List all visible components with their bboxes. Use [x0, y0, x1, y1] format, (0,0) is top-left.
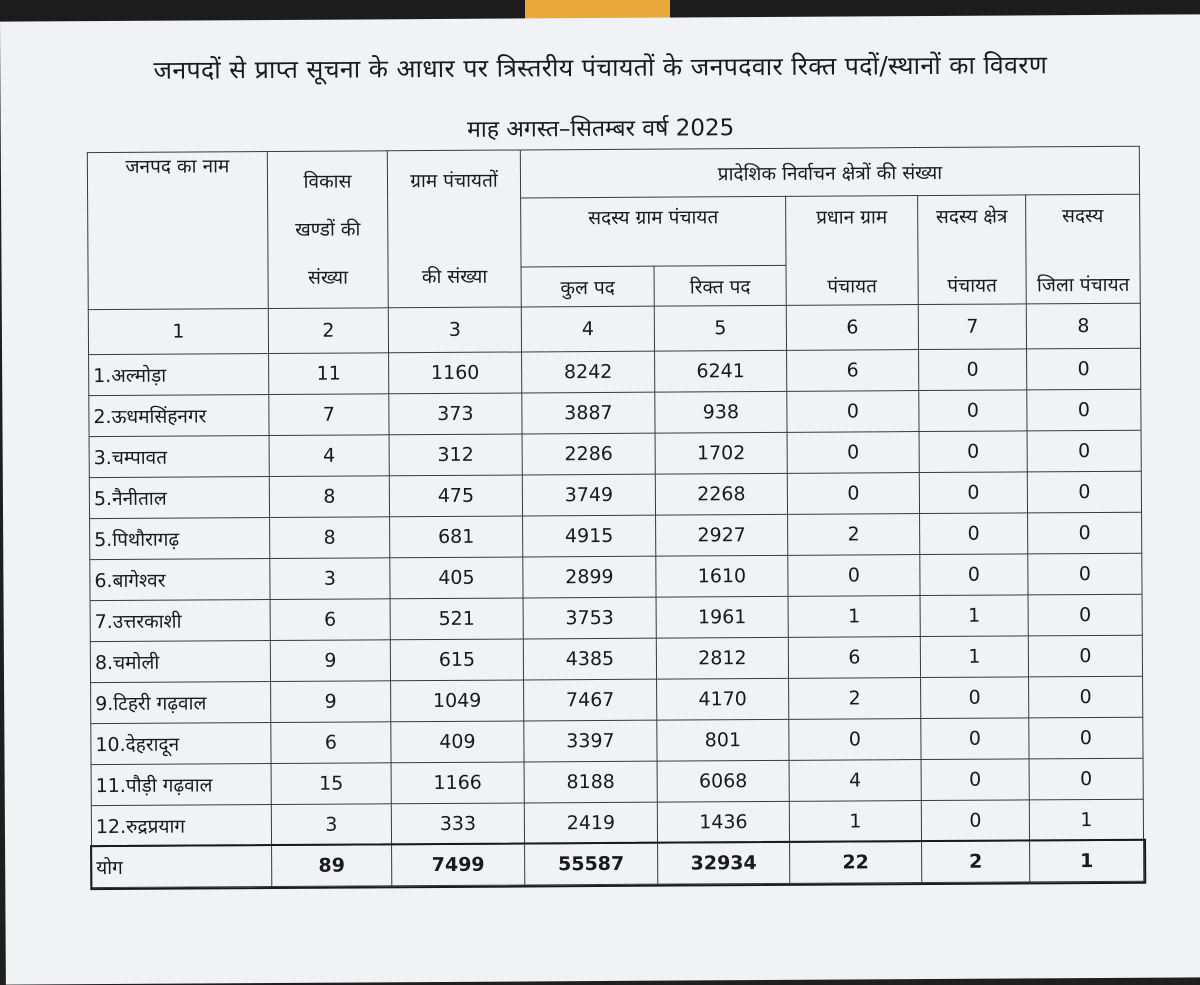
blocks-count: 8: [270, 517, 390, 559]
gram-panchayat-count: 333: [391, 803, 524, 845]
header-kshetra: [918, 195, 1027, 305]
pradhan-vacancies: 6: [787, 350, 919, 392]
column-number: 5: [654, 305, 786, 351]
table-row: [91, 758, 1143, 805]
total-zila: 1: [1030, 840, 1144, 882]
column-number: 8: [1026, 303, 1140, 349]
pradhan-vacancies: 2: [788, 514, 920, 556]
header-pradhan-line-1: प्रधान ग्राम: [816, 206, 888, 229]
pradhan-vacancies: 2: [789, 678, 921, 720]
zila-vacancies: 0: [1028, 512, 1142, 554]
header-zila-line-2: जिला पंचायत: [1036, 273, 1130, 297]
table-row: [89, 389, 1141, 436]
blocks-count: 6: [271, 722, 391, 764]
total-posts: 3753: [523, 597, 656, 639]
gram-panchayat-count: 521: [390, 598, 523, 640]
zila-vacancies: 0: [1029, 676, 1143, 718]
zila-vacancies: 0: [1028, 635, 1142, 677]
gram-panchayat-count: 405: [390, 557, 523, 599]
district-name: 10.देहरादून: [91, 723, 271, 765]
zila-vacancies: 0: [1027, 389, 1141, 431]
header-total-posts: कुल पद: [521, 266, 654, 307]
district-name: 5.पिथौरागढ़: [90, 518, 270, 560]
header-member-gram-panchayat: सदस्य ग्राम पंचायत: [521, 196, 786, 267]
table-row: [91, 717, 1143, 764]
zila-vacancies: 0: [1028, 594, 1142, 636]
pradhan-vacancies: 6: [788, 637, 920, 679]
vacant-posts: 938: [655, 391, 787, 433]
column-number-row: [88, 303, 1140, 354]
pradhan-vacancies: 1: [788, 596, 920, 638]
kshetra-vacancies: 1: [920, 595, 1028, 637]
header-zila-line-1: सदस्य: [1061, 204, 1104, 228]
column-number: 4: [521, 306, 654, 352]
total-posts: 8188: [524, 761, 657, 803]
header-gp-line-2: की संख्या: [421, 265, 488, 289]
header-pradhan: [786, 196, 919, 306]
table-row: [90, 635, 1142, 682]
header-zila: [1026, 194, 1141, 304]
document-subtitle: माह अगस्त–सितम्बर वर्ष 2025: [467, 115, 735, 143]
district-name: 6.बागेश्वर: [90, 559, 270, 601]
gram-panchayat-count: 409: [391, 721, 524, 763]
kshetra-vacancies: 0: [921, 800, 1029, 842]
total-gram-panchayats: 7499: [392, 844, 525, 886]
blocks-count: 3: [271, 804, 391, 846]
gram-panchayat-count: 373: [389, 393, 522, 435]
column-number: 7: [918, 304, 1026, 350]
table-row: [91, 676, 1143, 723]
pradhan-vacancies: 0: [787, 391, 919, 433]
blocks-count: 15: [271, 763, 391, 805]
total-posts: 4385: [523, 638, 656, 680]
header-kshetra-spacer: [922, 237, 1021, 268]
header-kshetra-line-1: सदस्य क्षेत्र: [935, 205, 1008, 228]
blocks-count: 4: [269, 435, 389, 477]
pradhan-vacancies: 0: [789, 719, 921, 761]
blocks-count: 7: [269, 394, 389, 436]
total-posts: 8242: [522, 351, 655, 393]
vacant-posts: 1961: [656, 596, 788, 638]
vacancy-table: [87, 146, 1145, 888]
vacant-posts: 4170: [657, 678, 789, 720]
vacant-posts: 1702: [655, 432, 787, 474]
kshetra-vacancies: 0: [919, 349, 1027, 391]
zila-vacancies: 0: [1029, 758, 1143, 800]
kshetra-vacancies: 0: [921, 677, 1029, 719]
header-pradhan-line-2: पंचायत: [827, 275, 878, 298]
header-constituencies-group: प्रादेशिक निर्वाचन क्षेत्रों की संख्या: [520, 146, 1139, 198]
blocks-count: 9: [271, 681, 391, 723]
table-row: [90, 553, 1142, 600]
total-posts: 3749: [522, 474, 655, 516]
total-vacant-posts: 32934: [658, 842, 790, 884]
vacant-posts: 801: [657, 719, 789, 761]
header-blocks-line-1: विकास: [303, 170, 352, 193]
kshetra-vacancies: 0: [920, 554, 1028, 596]
district-name: 3.चम्पावत: [89, 436, 269, 478]
kshetra-vacancies: 0: [921, 759, 1029, 801]
district-name: 7.उत्तरकाशी: [90, 600, 270, 642]
gram-panchayat-count: 1166: [391, 762, 524, 804]
vacant-posts: 6068: [657, 760, 789, 802]
table-row: [90, 512, 1142, 559]
total-total-posts: 55587: [525, 843, 658, 885]
total-posts: 2899: [523, 556, 656, 598]
kshetra-vacancies: 1: [920, 636, 1028, 678]
total-posts: 2286: [522, 433, 655, 475]
total-label: योग: [92, 846, 272, 888]
gram-panchayat-count: 615: [390, 639, 523, 681]
pradhan-vacancies: 1: [789, 801, 921, 843]
kshetra-vacancies: 0: [919, 431, 1027, 473]
pradhan-vacancies: 4: [789, 760, 921, 802]
header-blocks-line-3: संख्या: [308, 266, 349, 289]
district-name: 11.पौड़ी गढ़वाल: [91, 764, 271, 806]
kshetra-vacancies: 0: [919, 472, 1027, 514]
blocks-count: 6: [270, 599, 390, 641]
vacant-posts: 2268: [655, 473, 787, 515]
zila-vacancies: 0: [1027, 471, 1141, 513]
zila-vacancies: 0: [1028, 553, 1142, 595]
pradhan-vacancies: 0: [787, 432, 919, 474]
blocks-count: 9: [270, 640, 390, 682]
header-gp-line-1: ग्राम पंचायतों: [410, 169, 498, 193]
vacant-posts: 1610: [656, 555, 788, 597]
district-name: 9.टिहरी गढ़वाल: [91, 682, 271, 724]
total-posts: 4915: [523, 515, 656, 557]
header-pradhan-spacer: [790, 238, 913, 269]
gram-panchayat-count: 1049: [391, 680, 524, 722]
district-name: 8.चमोली: [90, 641, 270, 683]
header-district-name-label: जनपद का नाम: [125, 155, 230, 178]
district-name: 5.नैनीताल: [89, 477, 269, 519]
total-posts: 3397: [524, 720, 657, 762]
table-row: [89, 471, 1141, 518]
district-rows: [89, 348, 1144, 846]
blocks-count: 3: [270, 558, 390, 600]
header-vacant-posts: रिक्त पद: [654, 266, 786, 307]
district-name: 1.अल्मोड़ा: [89, 354, 269, 396]
district-name: 12.रुद्रप्रयाग: [91, 805, 271, 847]
total-row: [92, 840, 1144, 887]
header-blocks-line-2: खण्डों की: [295, 218, 361, 241]
district-name: 2.ऊधमसिंहनगर: [89, 395, 269, 437]
header-zila-spacer: [1030, 237, 1135, 268]
kshetra-vacancies: 0: [921, 718, 1029, 760]
gram-panchayat-count: 1160: [389, 352, 522, 394]
column-number: 1: [88, 309, 268, 355]
header-kshetra-line-2: पंचायत: [947, 274, 998, 297]
vacant-posts: 2927: [656, 514, 788, 556]
table-row: [89, 430, 1141, 477]
total-posts: 3887: [522, 392, 655, 434]
gram-panchayat-count: 312: [389, 434, 522, 476]
total-posts: 2419: [524, 802, 657, 844]
document-paper: [0, 14, 1200, 984]
kshetra-vacancies: 0: [920, 513, 1028, 555]
vacant-posts: 1436: [657, 801, 789, 843]
pradhan-vacancies: 0: [787, 473, 919, 515]
header-district-name: [87, 152, 268, 310]
vacant-posts: 2812: [656, 637, 788, 679]
pradhan-vacancies: 0: [788, 555, 920, 597]
vacant-posts: 6241: [655, 350, 787, 392]
total-blocks: 89: [272, 845, 392, 887]
kshetra-vacancies: 0: [919, 390, 1027, 432]
zila-vacancies: 0: [1027, 430, 1141, 472]
header-blocks: [267, 151, 388, 309]
total-pradhan: 22: [790, 842, 922, 884]
column-number: 6: [786, 305, 918, 351]
blocks-count: 11: [269, 353, 389, 395]
header-gram-panchayats: [387, 150, 521, 308]
total-kshetra: 2: [922, 841, 1030, 883]
gram-panchayat-count: 475: [389, 475, 522, 517]
document-title: जनपदों से प्राप्त सूचना के आधार पर त्रिस्तरीय पंचायतों के जनपदवार रिक्त पदों/स्थानों का विवरण: [153, 50, 1048, 85]
total-posts: 7467: [524, 679, 657, 721]
gram-panchayat-count: 681: [390, 516, 523, 558]
table-row: [89, 348, 1141, 395]
table-row: [90, 594, 1142, 641]
table-row: [91, 799, 1143, 846]
zila-vacancies: 0: [1029, 717, 1143, 759]
blocks-count: 8: [269, 476, 389, 518]
zila-vacancies: 1: [1029, 799, 1143, 841]
zila-vacancies: 0: [1027, 348, 1141, 390]
header-gp-spacer: [392, 205, 516, 254]
column-number: 3: [388, 307, 521, 353]
column-number: 2: [268, 308, 388, 354]
